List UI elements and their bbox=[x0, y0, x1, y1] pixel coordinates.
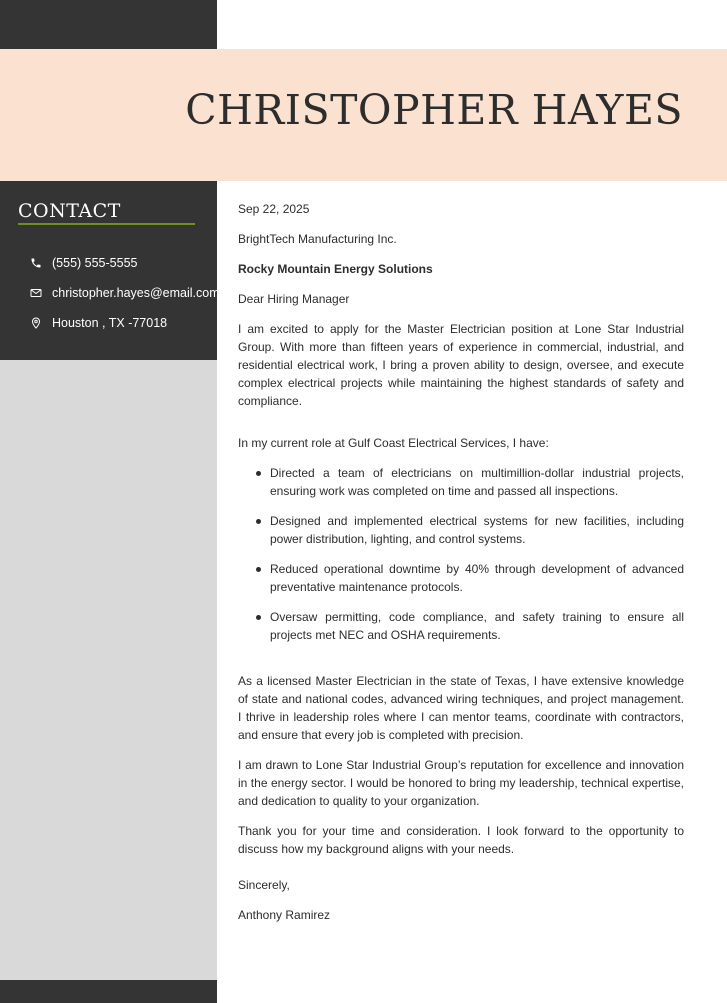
letter-date: Sep 22, 2025 bbox=[238, 202, 310, 216]
list-item: Directed a team of electricians on multimillion-dollar industrial projects, ensuring work was completed on time and passed all inspections. bbox=[238, 464, 684, 500]
list-item: Oversaw permitting, code compliance, and safety training to ensure all projects met NEC and OSHA requirements. bbox=[238, 608, 684, 644]
contact-location bbox=[30, 314, 167, 332]
applicant-name: CHRISTOPHER HAYES bbox=[185, 86, 683, 134]
achievement-list bbox=[238, 464, 684, 644]
phone-icon bbox=[30, 257, 42, 269]
list-item: Designed and implemented electrical systems for new facilities, including power distribution, lighting, and control systems. bbox=[238, 512, 684, 548]
letter-company: BrightTech Manufacturing Inc. bbox=[238, 232, 397, 246]
letter-body bbox=[238, 200, 684, 924]
salutation: Dear Hiring Manager bbox=[238, 292, 350, 306]
current-role-intro: In my current role at Gulf Coast Electrical Services, I have: bbox=[238, 436, 549, 450]
sidebar-bottom-block bbox=[0, 980, 217, 1003]
license-paragraph: As a licensed Master Electrician in the state of Texas, I have extensive knowledge of state and national codes, advanced wiring techniques, and project management. I thrive in leadership roles where I can mentor teams, coordinate with contractors, and ensure that every job is completed with precision. bbox=[238, 674, 684, 742]
contact-location-text: Houston , TX -77018 bbox=[52, 316, 168, 330]
intro-paragraph: I am excited to apply for the Master Electrician position at Lone Star Industrial Group. With more than fifteen years of experience in commercial, industrial, and residential electrical work, I bring a proven ability to design, oversee, and execute complex electrical projects while maintaining the highest standards of safety and compliance. bbox=[238, 322, 684, 408]
sidebar-gray-panel bbox=[0, 360, 217, 980]
contact-phone[interactable] bbox=[30, 254, 137, 272]
contact-divider bbox=[18, 223, 195, 225]
signature: Anthony Ramirez bbox=[238, 908, 331, 922]
contact-phone-text: (555) 555-5555 bbox=[52, 256, 138, 270]
recipient-company: Rocky Mountain Energy Solutions bbox=[238, 262, 433, 276]
envelope-icon bbox=[30, 287, 42, 299]
closing: Sincerely, bbox=[238, 878, 290, 892]
thanks-paragraph: Thank you for your time and consideration. I look forward to the opportunity to discuss how my background aligns with your needs. bbox=[238, 824, 684, 856]
location-pin-icon bbox=[30, 317, 42, 329]
sidebar-top-block bbox=[0, 0, 217, 49]
motivation-paragraph: I am drawn to Lone Star Industrial Group’s reputation for excellence and innovation in the energy sector. I would be honored to bring my leadership, technical expertise, and dedication to quality to your organization. bbox=[238, 758, 684, 808]
contact-email[interactable] bbox=[30, 284, 220, 302]
list-item: Reduced operational downtime by 40% through development of advanced preventative maintenance protocols. bbox=[238, 560, 684, 596]
contact-heading: CONTACT bbox=[18, 200, 121, 222]
contact-email-text: christopher.hayes@email.com bbox=[52, 286, 220, 300]
